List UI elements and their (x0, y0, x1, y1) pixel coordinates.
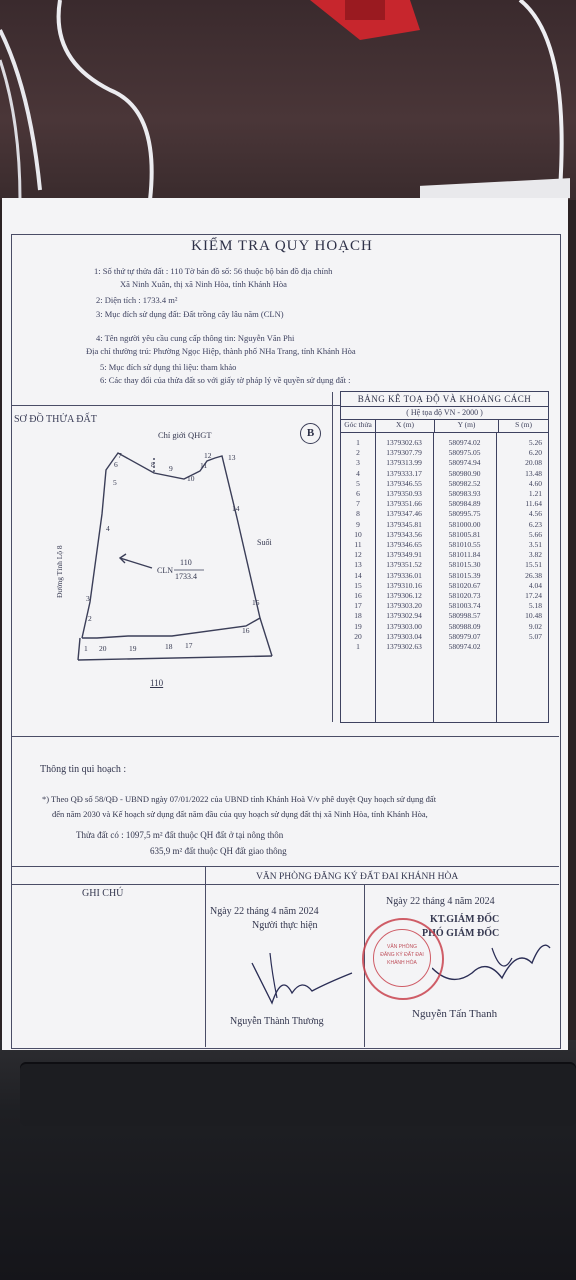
coord-cell-distance: 3.82 (528, 550, 542, 560)
coord-cell-a: 1 (356, 642, 360, 651)
footer-divider (205, 866, 206, 1047)
coord-table-body (341, 432, 548, 722)
coord-cell-x: 1379351.52 (386, 560, 422, 570)
coord-cell-y: 581010.55 (448, 540, 481, 549)
road-edge-left (78, 638, 80, 660)
coord-cell-a: 18 (354, 611, 362, 621)
coord-cell-a: 5 (356, 478, 360, 488)
coord-cell-x: 1379306.12 (386, 591, 422, 600)
signer-right-name: Nguyễn Tấn Thanh (412, 1008, 498, 1020)
coord-cell-a: 6 (356, 489, 360, 498)
point-label: 3 (86, 594, 90, 603)
planning-heading: Thông tin qui hoạch : (40, 764, 127, 775)
info-requester: 4: Tên người yêu cầu cung cấp thông tin: Nguyễn Văn Phi (96, 333, 295, 343)
section-b-marker: B (300, 423, 321, 444)
signature-right (432, 928, 552, 998)
date-left: Ngày 22 tháng 4 năm 2024 (210, 906, 319, 917)
point-label: 4 (106, 524, 110, 533)
stamp-text: ĐĂNG KÝ ĐẤT ĐAI (380, 952, 424, 958)
coord-cell-y: 581011.84 (448, 550, 481, 560)
point-label: 16 (242, 626, 250, 635)
planning-decision: *) Theo QĐ số 58/QĐ - UBND ngày 07/01/2022 của UBND tỉnh Khánh Hoà V/v phê duyệt Quy hoạch sử dụng đất (42, 794, 437, 804)
coord-cell-x: 1379307.79 (386, 448, 422, 458)
separator (11, 866, 559, 867)
coord-cell-y: 580975.05 (448, 448, 481, 458)
stamp-text: KHÁNH HÒA (387, 960, 417, 966)
point-label: 11 (200, 461, 208, 470)
point-label: 15 (252, 598, 260, 607)
coord-cell-distance: 10.48 (525, 611, 542, 621)
signature-left (242, 943, 362, 1013)
deputy-director-title: PHÓ GIÁM ĐỐC (422, 928, 500, 939)
coord-cell-y: 581015.30 (448, 560, 481, 570)
coord-cell-a: 4 (356, 468, 360, 478)
coord-cell-distance: 4.56 (528, 509, 542, 519)
point-label: 14 (232, 504, 240, 513)
point-label: 1 (84, 644, 88, 653)
road-label: Đường Tỉnh Lộ 8 (55, 545, 64, 598)
point-label: 10 (187, 474, 195, 483)
coord-cell-x: 1379303.00 (386, 621, 422, 631)
coord-cell-distance: 5.07 (528, 631, 542, 641)
point-label: 6 (114, 460, 118, 469)
coord-cell-distance: 20.08 (525, 458, 542, 468)
header-x: X (m) (376, 420, 435, 432)
stream-label: Suối (257, 538, 272, 547)
coord-cell-distance: 5.66 (528, 529, 542, 539)
cables (0, 0, 576, 200)
road-edge (78, 656, 272, 660)
coord-cell-y: 580974.02 (448, 642, 481, 651)
header-y: Y (m) (435, 420, 499, 432)
coord-cell-y: 580983.93 (448, 489, 481, 498)
point-label: 2 (88, 614, 92, 623)
coord-cell-a: 9 (356, 519, 360, 529)
coord-cell-distance: 3.51 (528, 540, 542, 549)
parcel-area-label: 1733.4 (175, 572, 197, 581)
coord-cell-a: 10 (354, 529, 362, 539)
info-address: Địa chỉ thường trú: Phường Ngọc Hiệp, thành phố NHa Trang, tỉnh Khánh Hòa (86, 346, 356, 356)
coord-cell-distance: 1.21 (528, 489, 542, 498)
coord-cell-x: 1379346.55 (386, 478, 422, 488)
coord-cell-y: 580980.90 (448, 468, 481, 478)
road-edge-right (260, 618, 272, 656)
coord-cell-x: 1379343.56 (386, 529, 422, 539)
coord-cell-y: 580988.09 (448, 621, 481, 631)
coord-cell-y: 581020.67 (448, 580, 481, 590)
point-label: 19 (129, 644, 137, 653)
info-changes: 6: Các thay đổi của thửa đất so với giấy tờ pháp lý về quyền sử dụng đất : (100, 375, 351, 385)
coord-cell-y: 581020.73 (448, 591, 481, 600)
land-planning-document (2, 198, 568, 1050)
coord-cell-y: 580982.52 (448, 478, 481, 488)
info-area: 2: Diện tích : 1733.4 m² (96, 295, 178, 305)
signer-left-name: Nguyễn Thành Thương (230, 1016, 324, 1027)
coord-cell-x: 1379302.63 (386, 438, 422, 447)
coord-cell-y: 580974.02 (448, 438, 481, 447)
point-label: 8 (151, 460, 155, 469)
parcel-boundary (82, 453, 260, 638)
coord-cell-distance: 13.48 (525, 468, 542, 478)
coord-cell-x: 1379350.93 (386, 489, 422, 498)
coordinate-table (340, 391, 549, 723)
planning-traffic: 635,9 m² đất thuộc QH đất giao thông (150, 846, 287, 856)
coord-cell-distance: 26.38 (525, 570, 542, 580)
parcel-number-label: 110 (180, 558, 192, 567)
coord-cell-y: 580974.94 (448, 458, 481, 468)
keyboard (20, 1062, 576, 1126)
document-title: KIỂM TRA QUY HOẠCH (191, 238, 373, 254)
parcel-use-label: CLN (157, 566, 173, 575)
separator (11, 736, 559, 737)
coord-cell-distance: 4.04 (528, 580, 542, 590)
planning-scope: đến năm 2030 và Kế hoạch sử dụng đất năm đầu của quy hoạch sử dụng đất thị xã Ninh Hòa, tỉnh Khánh Hòa, (52, 809, 428, 819)
boundary-label: Chỉ giới QHGT (158, 430, 212, 440)
coord-cell-x: 1379346.65 (386, 540, 422, 549)
coord-cell-a: 12 (354, 550, 362, 560)
coord-cell-a: 3 (356, 458, 360, 468)
coord-cell-x: 1379336.01 (386, 570, 422, 580)
info-location: Xã Ninh Xuân, thị xã Ninh Hòa, tỉnh Khánh Hòa (120, 279, 287, 289)
coord-cell-y: 580984.89 (448, 499, 481, 509)
coord-cell-y: 580998.57 (448, 611, 481, 621)
planning-residential: Thửa đất có : 1097,5 m² đất thuộc QH đất ở tại nông thôn (76, 830, 284, 840)
coord-cell-a: 8 (356, 509, 360, 519)
coord-cell-distance: 6.20 (528, 448, 542, 458)
coord-cell-x: 1379347.46 (386, 509, 422, 519)
coord-cell-a: 2 (356, 448, 360, 458)
coord-cell-a: 19 (354, 621, 362, 631)
coord-cell-y: 581005.81 (448, 529, 481, 539)
performer-label: Người thực hiện (252, 920, 318, 931)
stamp-text: VĂN PHÒNG (386, 944, 417, 950)
coord-table-title: BẢNG KÊ TOẠ ĐỘ VÀ KHOẢNG CÁCH (341, 392, 548, 407)
coord-cell-x: 1379313.99 (386, 458, 422, 468)
coord-table-subtitle: ( Hệ tọa độ VN - 2000 ) (341, 407, 548, 420)
coord-cell-distance: 17.24 (525, 591, 542, 600)
director-title: KT.GIÁM ĐỐC (430, 914, 500, 925)
coord-cell-distance: 9.02 (528, 621, 542, 631)
coord-cell-a: 14 (354, 570, 362, 580)
point-label: 20 (99, 644, 107, 653)
coord-cell-a: 17 (354, 601, 362, 611)
coord-cell-a: 11 (354, 540, 362, 549)
coord-cell-x: 1379302.94 (386, 611, 422, 621)
coord-cell-distance: 15.51 (525, 560, 542, 570)
coord-cell-distance: 11.64 (525, 499, 542, 509)
info-parcel-number: 1: Số thứ tự thửa đất : 110 Tờ bản đồ số: 56 thuộc bộ bản đồ địa chính (94, 266, 333, 276)
coord-cell-x: 1379303.20 (386, 601, 422, 611)
info-land-use: 3: Mục đích sử dụng đất: Đất trồng cây lâu năm (CLN) (96, 309, 284, 319)
coord-cell-y: 580979.07 (448, 631, 481, 641)
coord-cell-x: 1379302.63 (386, 642, 422, 651)
coord-cell-distance: 5.18 (528, 601, 542, 611)
diagram-title: SƠ ĐỒ THỬA ĐẤT (14, 414, 97, 425)
coord-cell-y: 581000.00 (448, 519, 481, 529)
header-corner: Góc thửa (341, 420, 376, 432)
point-label: 9 (169, 464, 173, 473)
coord-cell-a: 13 (354, 560, 362, 570)
coord-cell-y: 581015.39 (448, 570, 481, 580)
info-purpose: 5: Mục đích sử dụng thì liệu: tham khảo (100, 362, 237, 372)
official-stamp (362, 918, 444, 1000)
point-label: 12 (204, 451, 212, 460)
coord-cell-a: 16 (354, 591, 362, 600)
coord-cell-distance: 6.23 (528, 519, 542, 529)
point-label: 13 (228, 453, 236, 462)
coord-cell-x: 1379333.17 (386, 468, 422, 478)
point-label: 17 (185, 641, 193, 650)
coord-cell-distance: 5.26 (528, 438, 542, 447)
office-label: VĂN PHÒNG ĐĂNG KÝ ĐẤT ĐAI KHÁNH HÒA (256, 872, 459, 882)
coord-cell-y: 581003.74 (448, 601, 481, 611)
coord-cell-a: 1 (356, 438, 360, 447)
date-right: Ngày 22 tháng 4 năm 2024 (386, 896, 495, 907)
coord-cell-x: 1379351.66 (386, 499, 422, 509)
coord-cell-a: 7 (356, 499, 360, 509)
point-label: 7 (118, 451, 122, 460)
header-s: S (m) (515, 420, 532, 429)
coord-cell-x: 1379303.04 (386, 631, 422, 641)
coord-cell-x: 1379310.16 (386, 580, 422, 590)
separator (11, 884, 559, 885)
point-label: 18 (165, 642, 173, 651)
coord-cell-a: 15 (354, 580, 362, 590)
neighbor-parcel-label: 110 (150, 678, 164, 688)
note-label: GHI CHÚ (82, 888, 124, 899)
coord-cell-distance: 4.60 (528, 478, 542, 488)
coord-cell-x: 1379349.91 (386, 550, 422, 560)
point-label: 5 (113, 478, 117, 487)
coord-cell-x: 1379345.81 (386, 519, 422, 529)
coord-table-row (341, 642, 548, 652)
coord-cell-y: 580995.75 (448, 509, 481, 519)
coord-cell-a: 20 (354, 631, 362, 641)
